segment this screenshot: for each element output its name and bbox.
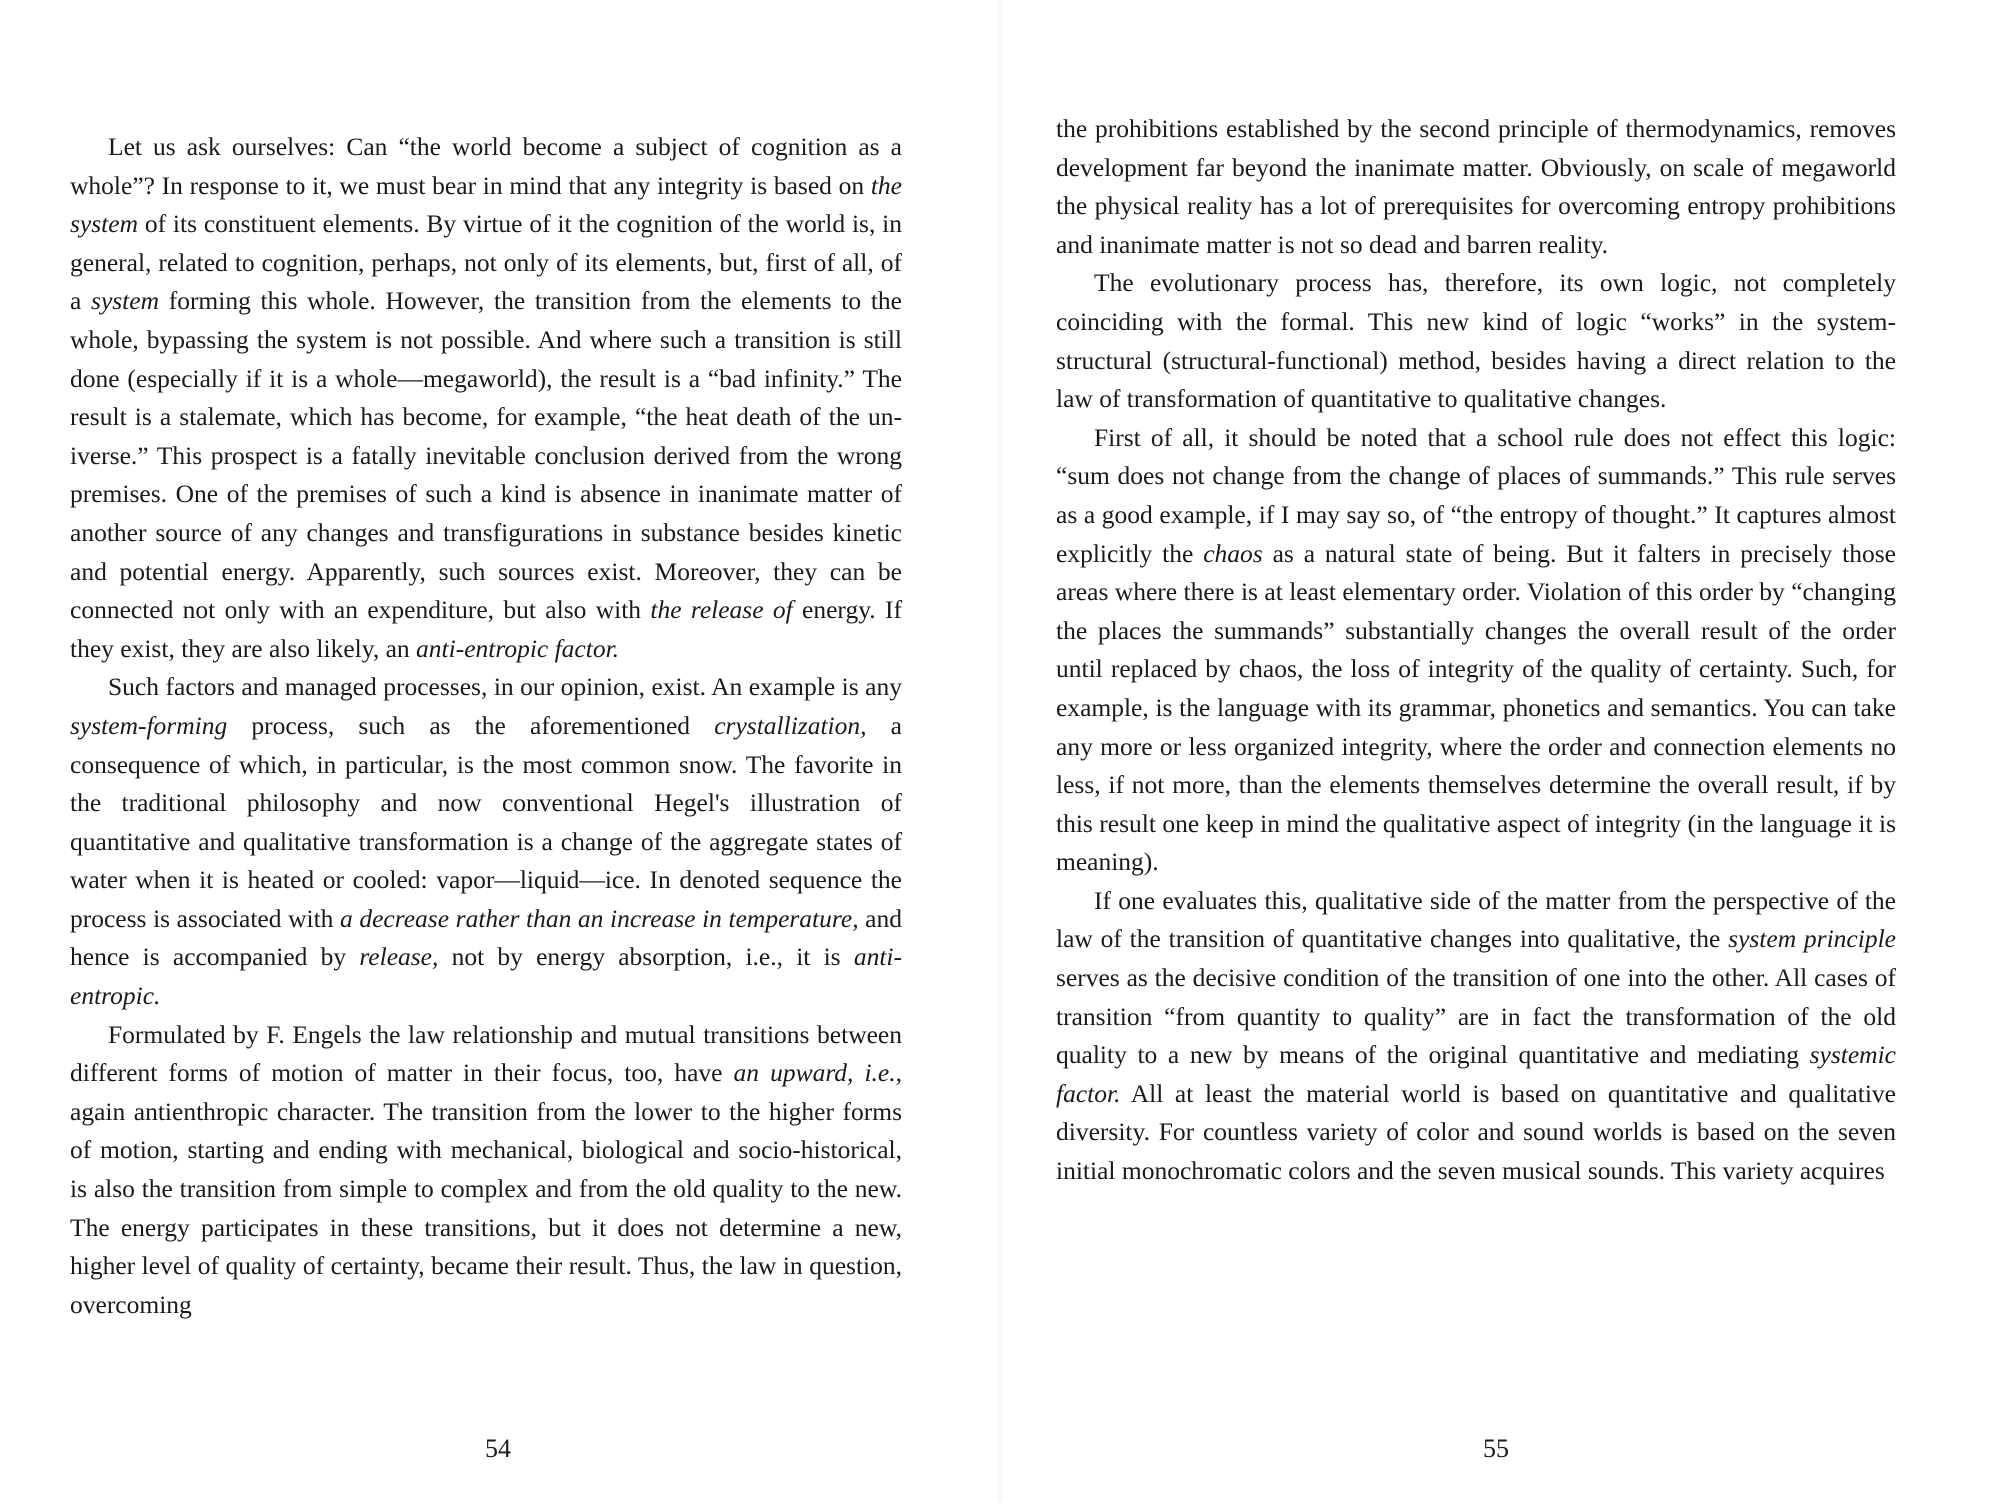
paragraph	[1056, 419, 1896, 882]
italic-run: release,	[359, 942, 439, 972]
text-run: First of all, it should be noted that a school rule does not effect this logic: “sum does not change from the change of places of summands.” This rule serves as a good example, if I may say so, of “the entropy of thought.” It captures almost explicitly the	[1056, 422, 1896, 568]
text-run: If one evaluates this, qualitative side of the matter from the perspective of the law of the transition of quantitative changes into qualitative, the	[1056, 885, 1896, 954]
italic-run: an upward, i.e.,	[733, 1058, 903, 1088]
italic-run: the system	[70, 170, 902, 239]
text-run: Formulated by F. Engels the law relationship and mutual transitions between different forms of motion of matter in their focus, too, have	[70, 1019, 902, 1088]
text-run: not by energy absorption, i.e., it is	[438, 942, 854, 972]
paragraph	[1056, 110, 1896, 264]
left-page-text	[70, 128, 902, 1324]
text-run: again antienthropic character. The transition from the lower to the higher forms of motion, starting and ending with mechanical, biological and socio-historical, is also the transition from simple to complex and from the old quality to the new. The energy participates in these transitions, but it does not determine a new, higher level of quality of certainty, became their result. Thus, the law in question, overcoming	[70, 1096, 902, 1319]
paragraph	[70, 1016, 902, 1325]
right-page-text	[1056, 110, 1896, 1191]
italic-run: a decrease rather than an increase in temperature,	[340, 903, 859, 933]
paragraph	[1056, 264, 1896, 418]
italic-run: system-forming	[70, 710, 228, 740]
text-run: a consequence of which, in particular, is the most common snow. The favorite in the traditional philosophy and now conventional Hegel's illustration of quantitative and qualitative transformation is a change of the aggregate states of water when it is heated or cooled: vapor—liquid—ice. In denoted sequence the process is associated with	[70, 710, 902, 933]
text-run: Let us ask ourselves: Can “the world become a subject of cognition as a whole”? In response to it, we must bear in mind that any integrity is based on	[70, 132, 902, 200]
left-page-number: 54	[485, 1434, 511, 1463]
paragraph	[1056, 882, 1896, 1191]
italic-run: crystallization,	[714, 710, 867, 740]
italic-run: system principle	[1728, 924, 1896, 954]
italic-run: systemic factor.	[1056, 1040, 1896, 1108]
right-page	[1000, 0, 2000, 1503]
paragraph	[70, 128, 902, 668]
text-run: serves as the decisive condition of the transition of one into the other. All cases of transition “from quantity to quality” are in fact the transformation of the old quality to a new by means of the original quantitative and mediating	[1056, 963, 1896, 1070]
text-run: and hence is accompanied by	[70, 903, 902, 972]
text-run: the prohibitions established by the second principle of thermodynamics, removes development far beyond the inanimate matter. Obviously, on scale of megaworld the physical reality has a lot of prerequisites for overcoming entropy prohibitions and inanimate matter is not so dead and barren reality.	[1056, 114, 1896, 259]
text-run: All at least the material world is based on quantitative and qualitative diversity. For countless variety of color and sound worlds is based on the seven initial monochromatic colors and the seven musical sounds. This variety acquires	[1056, 1078, 1896, 1186]
text-run: of its constituent elements. By virtue of it the cognition of the world is, in general, related to cognition, perhaps, not only of its elements, but, first of all, of a	[70, 209, 902, 316]
right-page-number: 55	[1483, 1434, 1509, 1463]
italic-run: anti-entropic.	[70, 942, 902, 1011]
italic-run: chaos	[1203, 538, 1263, 568]
text-run: forming this whole. However, the transition from the elements to the whole, bypassing the system is not possible. And where such a transition is still done (especially if it is a whole—megaworld), the result is a “bad infinity.” The result is a stalemate, which has become, for example, “the heat death of the universe.” This prospect is a fatally inevitable conclusion derived from the wrong premises. One of the premises of such a kind is absence in inanimate matter of another source of any changes and transfigurations in substance besides kinetic and potential energy. Apparently, such sources exist. Moreover, they can be connected not only with an expenditure, but also with	[70, 286, 902, 625]
text-run: process, such as the aforementioned	[227, 710, 715, 740]
italic-run: anti-entropic factor.	[416, 633, 620, 663]
text-run: as a natural state of being. But it falters in precisely those areas where there is at least elementary order. Violation of this order by “changing the places the summands” substantially changes the overall result of the order until replaced by chaos, the loss of integrity of the quality of certainty. Such, for example, is the language with its grammar, phonetics and semantics. You can take any more or less organized integrity, where the order and connection elements no less, if not more, than the elements themselves determine the overall result, if by this result one keep in mind the qualitative aspect of integrity (in the language it is meaning).	[1056, 538, 1896, 877]
text-run: Such factors and managed processes, in our opinion, exist. An example is any	[108, 672, 902, 702]
italic-run: the release of	[650, 595, 793, 625]
italic-run: system	[91, 286, 159, 316]
text-run: energy. If they exist, they are also likely, an	[70, 595, 902, 663]
text-run: The evolutionary process has, therefore, its own logic, not completely coinciding with the formal. This new kind of logic “works” in the system-structural (structural-functional) method, besides having a direct relation to the law of transformation of quantitative to qualitative changes.	[1056, 268, 1896, 414]
paragraph	[70, 668, 902, 1015]
